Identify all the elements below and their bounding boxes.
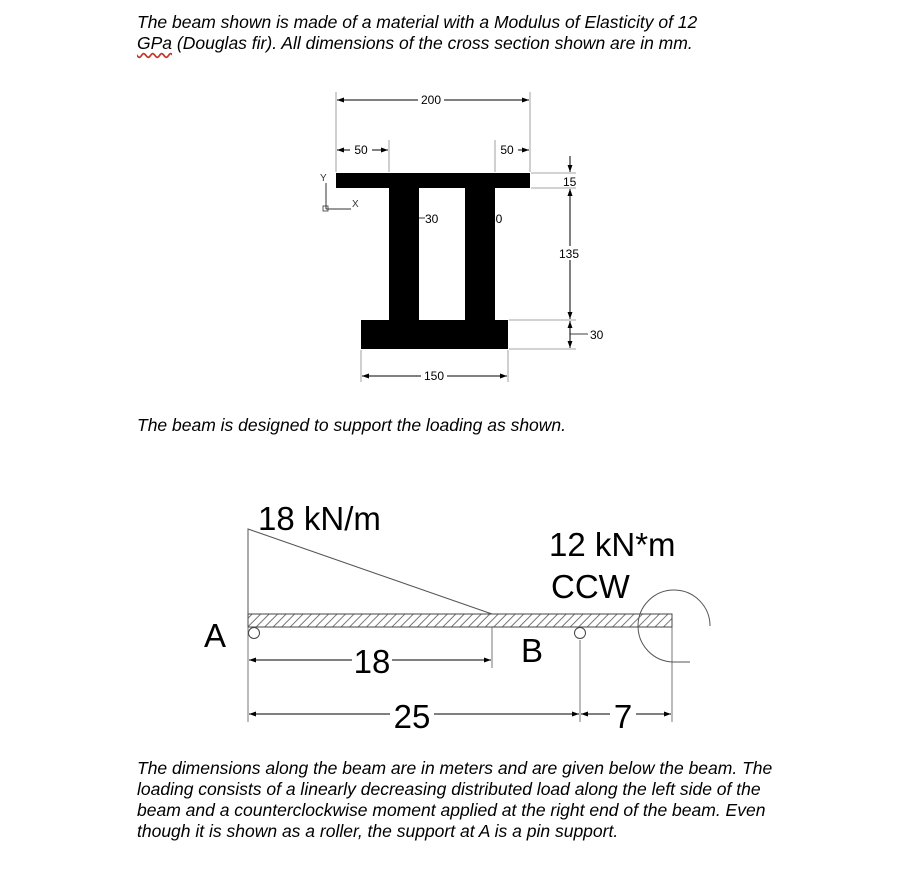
axis-x-label: X <box>352 199 359 210</box>
intro-gpa-word: GPa <box>137 33 173 53</box>
dim-25: 25 <box>393 698 431 735</box>
support-a-label: A <box>204 617 227 654</box>
support-b-roller <box>575 628 586 639</box>
explanation-text: The dimensions along the beam are in meters and are given below the beam. The loading consists of a linearly decreasing distributed load along the left side of the beam and a counterclockwise moment applied at the right end of the beam. Even though it is shown as a roller, the support at A is a pin support. <box>137 758 773 841</box>
dim-7: 7 <box>613 698 633 735</box>
dim-30-web-right: 30 <box>489 212 503 226</box>
section-void <box>419 188 465 320</box>
beam <box>248 614 672 627</box>
dim-200: 200 <box>420 93 442 107</box>
intro-line-1: The beam shown is made of a material with a Modulus of Elasticity of 12 <box>137 12 698 32</box>
dim-135: 135 <box>559 247 580 261</box>
beam-diagram <box>204 500 710 735</box>
dim-50-left: 50 <box>354 143 368 157</box>
moment-label-line1: 12 kN*m <box>549 526 676 563</box>
dim-18: 18 <box>353 643 391 680</box>
axis-y-label: Y <box>320 173 327 184</box>
dim-30-web-left: 30 <box>425 212 439 226</box>
caption-text: The beam is designed to support the loading as shown. <box>137 415 567 435</box>
support-a-roller <box>249 628 260 639</box>
dim-30-bottom: 30 <box>590 328 604 342</box>
intro-line-2: (Douglas fir). All dimensions of the cross section shown are in mm. <box>172 33 693 53</box>
dim-50-right: 50 <box>500 143 514 157</box>
cross-section <box>320 92 604 383</box>
dim-150: 150 <box>423 369 445 383</box>
dim-15: 15 <box>563 175 577 189</box>
load-label: 18 kN/m <box>258 500 381 537</box>
support-b-label: B <box>521 632 544 669</box>
distributed-load <box>248 529 492 614</box>
moment-label-line2: CCW <box>551 568 630 605</box>
